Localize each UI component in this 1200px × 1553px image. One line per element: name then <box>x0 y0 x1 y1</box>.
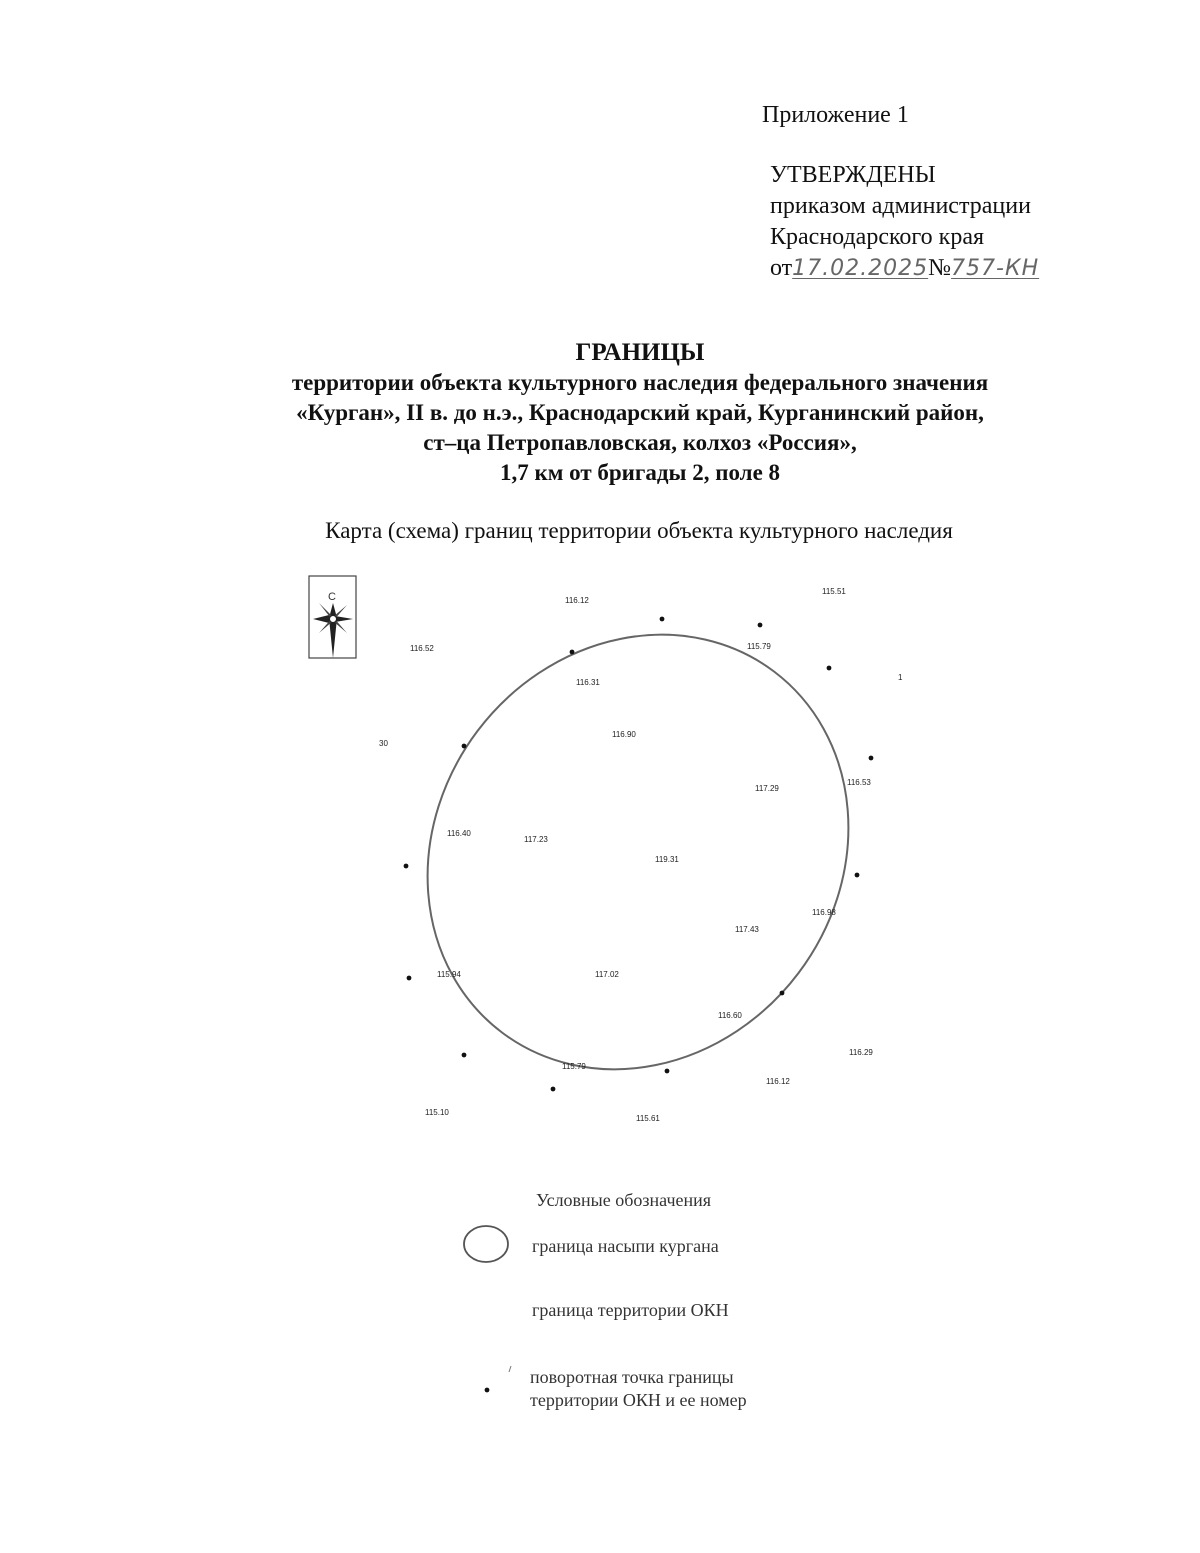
legend-turning-point <box>530 1366 747 1412</box>
legend-mound-symbol <box>464 1226 508 1262</box>
turning-point <box>551 1087 556 1092</box>
elevation-label: 116.90 <box>612 730 636 739</box>
title-line: территории объекта культурного наследия федерального значения <box>291 370 989 395</box>
number-label: № <box>928 255 952 281</box>
elevation-label: 117.29 <box>755 784 779 793</box>
turning-point <box>780 991 785 996</box>
title-line: ст–ца Петропавловская, колхоз «Россия», <box>423 430 857 455</box>
turning-point <box>869 756 874 761</box>
elevation-label: 116.53 <box>847 778 871 787</box>
elevation-label: 116.12 <box>565 596 589 605</box>
mound-boundary-ellipse <box>341 551 934 1154</box>
elevation-label: 115.51 <box>822 587 846 596</box>
turning-point <box>404 864 409 869</box>
turning-point <box>462 1053 467 1058</box>
elevation-label: 116.60 <box>718 1011 742 1020</box>
legend-turning-point-line: поворотная точка границы <box>530 1367 734 1387</box>
from-label: от <box>770 255 793 281</box>
turning-point <box>570 650 575 655</box>
handwritten-date: 17.02.2025 <box>792 256 929 281</box>
point-number-label: 30 <box>379 739 388 748</box>
elevation-label: 116.98 <box>812 908 836 917</box>
handwritten-number: 757-КН <box>951 256 1040 281</box>
legend-turning-point-symbol <box>485 1388 490 1393</box>
elevation-label: 117.43 <box>735 925 759 934</box>
elevation-label: 116.31 <box>576 678 600 687</box>
title-line: «Курган», II в. до н.э., Краснодарский край, Курганинский район, <box>296 400 984 425</box>
compass-rose-icon <box>309 576 356 658</box>
approved-line: УТВЕРЖДЕНЫ <box>770 162 936 188</box>
elevation-label: 116.29 <box>849 1048 873 1057</box>
elevation-label: 116.12 <box>766 1077 790 1086</box>
legend-turning-point-line: территории ОКН и ее номер <box>530 1390 747 1410</box>
elevation-label: 117.02 <box>595 970 619 979</box>
elevation-label: 115.61 <box>636 1114 660 1123</box>
elevation-label: 115.94 <box>437 970 461 979</box>
elevation-label: 115.79 <box>747 642 771 651</box>
turning-points <box>404 617 874 1092</box>
elevation-label: 115.10 <box>425 1108 449 1117</box>
approved-line: приказом администрации <box>770 193 1031 219</box>
elevation-label: 116.52 <box>410 644 434 653</box>
point-number-label: 1 <box>898 673 903 682</box>
turning-point <box>407 976 412 981</box>
turning-point <box>827 666 832 671</box>
legend-tick-mark <box>509 1366 511 1372</box>
legend-title: Условные обозначения <box>536 1190 712 1210</box>
elevation-label: 117.23 <box>524 835 548 844</box>
turning-point <box>855 873 860 878</box>
elevation-label: 119.31 <box>655 855 679 864</box>
turning-point <box>665 1069 670 1074</box>
elevation-label: 115.79 <box>562 1062 586 1071</box>
turning-point <box>462 744 467 749</box>
approved-line: Краснодарского края <box>770 224 985 250</box>
legend-mound-boundary: граница насыпи кургана <box>532 1236 719 1256</box>
legend-okn-boundary: граница территории ОКН <box>532 1300 729 1320</box>
appendix-label: Приложение 1 <box>762 102 909 128</box>
elevation-labels <box>410 587 873 1123</box>
title-heading: ГРАНИЦЫ <box>575 339 705 366</box>
compass-north-label: С <box>328 591 336 603</box>
title-line: 1,7 км от бригады 2, поле 8 <box>499 460 781 485</box>
turning-point <box>660 617 665 622</box>
elevation-label: 116.40 <box>447 829 471 838</box>
turning-point <box>758 623 763 628</box>
map-caption: Карта (схема) границ территории объекта культурного наследия <box>325 518 953 543</box>
